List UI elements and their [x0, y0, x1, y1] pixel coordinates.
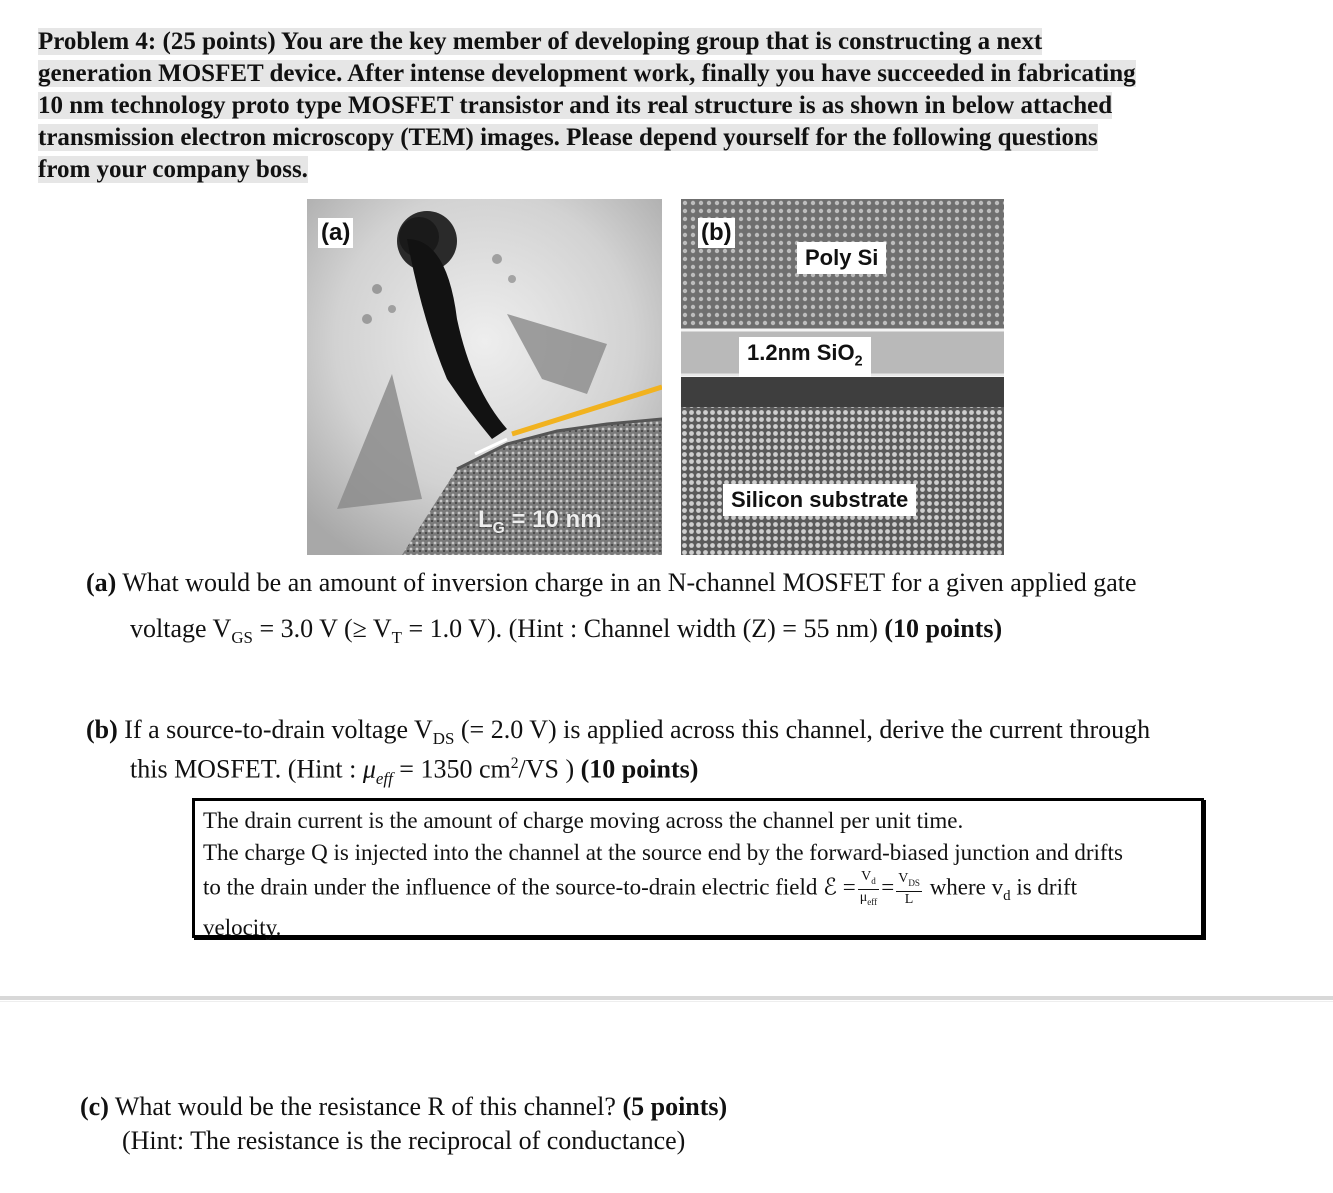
- frac2-num-sub: DS: [908, 878, 920, 889]
- question-a-mid: = 3.0 V (≥ V: [252, 614, 392, 643]
- question-a-vgs-sub: GS: [231, 628, 253, 648]
- fraction-vd-mu: [858, 869, 879, 910]
- question-b-line2-start: this MOSFET. (Hint :: [130, 754, 363, 784]
- answer-line4: velocity.: [203, 915, 282, 941]
- question-c-line1: What would be the resistance R of this channel?: [114, 1092, 616, 1121]
- frac1-num-sub: d: [871, 875, 876, 886]
- question-b-unit: /VS ): [518, 754, 575, 784]
- poly-si-label: Poly Si: [797, 242, 886, 274]
- problem-line-5: from your company boss.: [38, 156, 308, 183]
- question-b-label: (b): [86, 715, 118, 744]
- gate-length-label: [478, 506, 602, 538]
- question-c-hint: (Hint: The resistance is the reciprocal of conductance): [122, 1126, 686, 1155]
- answer-line3-start: to the drain under the influence of the source-to-drain electric field ℰ =: [203, 874, 856, 900]
- section-divider-shadow: [0, 1001, 1333, 1002]
- question-a-line1: What would be an amount of inversion charge in an N-channel MOSFET for a given applied gate: [122, 568, 1137, 597]
- question-b-vds-sub: DS: [432, 729, 455, 749]
- question-c: [80, 1090, 1270, 1124]
- answer-line3-end-sub: d: [1003, 888, 1011, 905]
- question-b-sup: 2: [510, 755, 519, 772]
- answer-line2: The charge Q is injected into the channel at the source end by the forward-biased junction and drifts: [203, 840, 1123, 865]
- problem-line-1: Problem 4: (25 points) You are the key member of developing group that is constructing a next: [38, 28, 1043, 55]
- frac2-num: V: [898, 871, 909, 887]
- answer-line3-end: where v: [923, 874, 1004, 900]
- question-a: [86, 566, 1276, 600]
- gate-length-subscript: G: [492, 519, 505, 537]
- answer-equals: =: [881, 874, 895, 900]
- question-b-line1-rest: (= 2.0 V) is applied across this channel, derive the current through: [454, 715, 1151, 744]
- answer-line1: The drain current is the amount of charge moving across the channel per unit time.: [203, 808, 964, 833]
- tem-image-a: [307, 199, 662, 555]
- answer-box: [192, 798, 1204, 941]
- question-c-points: (5 points): [622, 1092, 728, 1121]
- section-divider: [0, 996, 1333, 1000]
- gate-length-symbol: L: [478, 506, 493, 533]
- problem-line-3: 10 nm technology proto type MOSFET transistor and its real structure is as shown in below attached: [38, 92, 1113, 119]
- question-b-line2: [130, 747, 1270, 796]
- question-a-rest: = 1.0 V). (Hint : Channel width (Z) = 55 nm): [402, 614, 878, 643]
- oxide-text: 1.2nm SiO: [747, 340, 855, 365]
- question-c-label: (c): [80, 1092, 109, 1121]
- oxide-subscript: 2: [854, 353, 863, 370]
- oxide-label: [739, 337, 871, 377]
- question-a-label: (a): [86, 568, 117, 597]
- question-b-mu: μ: [362, 754, 376, 784]
- question-b-points: (10 points): [580, 754, 699, 784]
- question-a-voltage: voltage V: [130, 614, 232, 643]
- frac1-den-sub: eff: [867, 896, 878, 907]
- problem-line-4: transmission electron microscopy (TEM) images. Please depend yourself for the following questions: [38, 124, 1098, 151]
- fraction-vds-l: [896, 871, 922, 907]
- question-b-line1-start: If a source-to-drain voltage V: [124, 715, 433, 744]
- answer-line3: [203, 869, 1195, 912]
- frac1-num: V: [861, 869, 872, 884]
- panel-b-label: (b): [698, 218, 735, 248]
- answer-line3-end-rest: is drift: [1010, 874, 1078, 900]
- question-b-value: = 1350 cm: [392, 754, 511, 784]
- problem-statement: [38, 26, 1274, 186]
- problem-line-2: generation MOSFET device. After intense development work, finally you have succeeded in fabricating: [38, 60, 1136, 87]
- frac2-den: L: [904, 892, 914, 908]
- question-a-line2: [130, 612, 1270, 655]
- gate-length-value: = 10 nm: [504, 506, 602, 533]
- question-a-vt-sub: T: [391, 628, 402, 648]
- question-a-points: (10 points): [884, 614, 1003, 643]
- frac1-den: μ: [859, 889, 868, 905]
- substrate-label: Silicon substrate: [723, 484, 916, 516]
- question-b-mu-sub: eff: [375, 768, 393, 788]
- panel-a-label: (a): [318, 218, 353, 248]
